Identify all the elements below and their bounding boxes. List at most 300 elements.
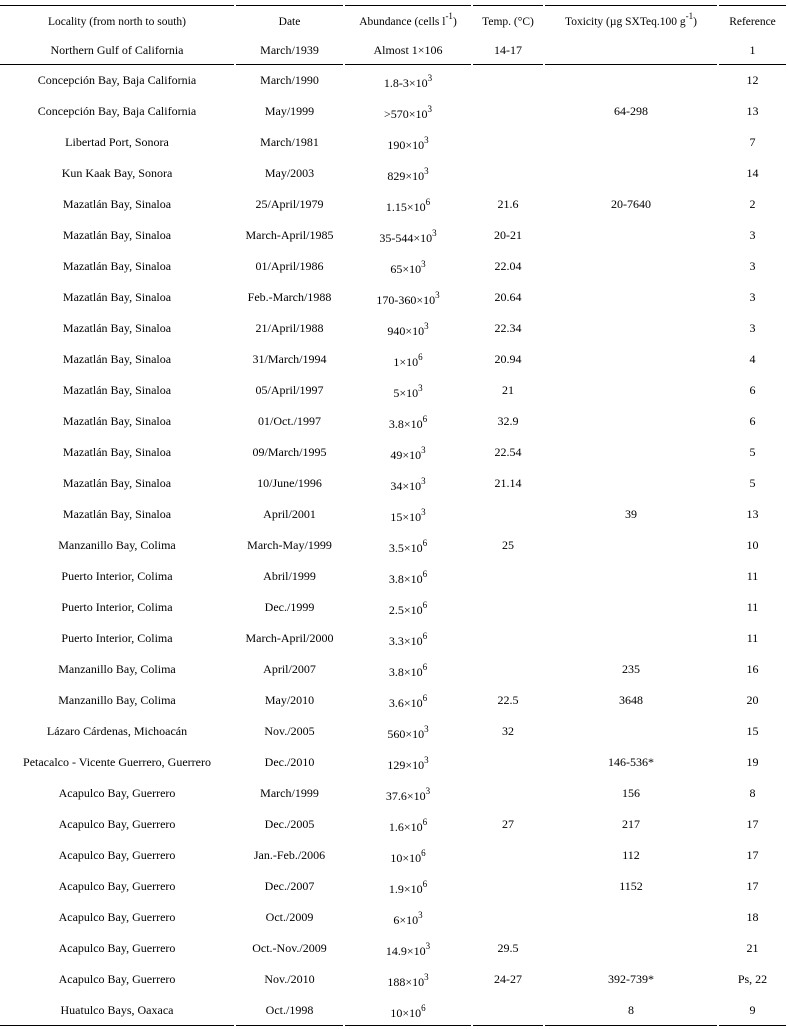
abundance-base: 3.8×10 — [388, 572, 423, 586]
cell-temp — [473, 624, 543, 652]
cell-locality: Mazatlán Bay, Sinaloa — [62, 445, 172, 459]
cell-date: Dec./2005 — [264, 817, 315, 831]
abundance-exponent: 6 — [422, 600, 428, 610]
abundance-base: 188×10 — [387, 975, 425, 989]
cell-temp: 20-21 — [494, 228, 522, 242]
cell-locality: Acapulco Bay, Guerrero — [58, 879, 176, 893]
cell-reference: 5 — [749, 476, 756, 490]
header-abundance — [345, 8, 471, 36]
cell-date: Oct.-Nov./2009 — [252, 941, 327, 955]
cell-toxicity: 39 — [625, 507, 637, 521]
cell-date: April/2007 — [263, 662, 316, 676]
cell-locality: Concepción Bay, Baja California — [37, 73, 197, 87]
cell-locality: Mazatlán Bay, Sinaloa — [62, 197, 172, 211]
cell-reference: 4 — [749, 352, 756, 366]
cell-temp — [473, 872, 543, 900]
cell-reference: 7 — [749, 135, 756, 149]
table-row — [0, 779, 788, 807]
cell-temp: 20.94 — [494, 352, 522, 366]
cell-locality: Lázaro Cárdenas, Michoacán — [46, 724, 188, 738]
table-row — [0, 469, 788, 497]
cell-date: Abril/1999 — [263, 569, 316, 583]
cell-abundance — [345, 810, 471, 838]
abundance-exponent: 6 — [421, 1003, 426, 1013]
cell-reference: 6 — [749, 414, 756, 428]
header-toxicity — [545, 8, 717, 36]
cell-temp — [473, 66, 543, 94]
table-row — [0, 36, 788, 64]
cell-locality: Huatulco Bays, Oaxaca — [60, 1003, 174, 1017]
abundance-base: 14.9×10 — [385, 944, 426, 958]
cell-abundance — [345, 252, 471, 280]
cell-toxicity — [545, 283, 717, 311]
table-row — [0, 221, 788, 249]
cell-abundance — [345, 407, 471, 435]
cell-reference: 6 — [749, 383, 756, 397]
cell-date: May/2010 — [264, 693, 315, 707]
cell-abundance — [345, 190, 471, 218]
table-rule — [473, 64, 543, 65]
cell-abundance — [345, 469, 471, 497]
abundance-exponent: 3 — [425, 786, 431, 796]
cell-date: Nov./2005 — [264, 724, 315, 738]
cell-temp: 22.5 — [497, 693, 519, 707]
table-rule — [545, 64, 717, 65]
abundance-base: 560×10 — [387, 727, 425, 741]
cell-temp — [473, 996, 543, 1024]
abundance-base: 129×10 — [387, 758, 425, 772]
abundance-exponent: 6 — [422, 631, 428, 641]
table-row — [0, 562, 788, 590]
cell-toxicity — [545, 221, 717, 249]
cell-abundance — [345, 376, 471, 404]
cell-locality: Puerto Interior, Colima — [61, 569, 173, 583]
cell-locality: Libertad Port, Sonora — [65, 135, 169, 149]
cell-date: Jan.-Feb./2006 — [253, 848, 326, 862]
cell-abundance — [345, 66, 471, 94]
cell-toxicity — [545, 717, 717, 745]
cell-reference: 1 — [749, 43, 756, 57]
cell-date: 05/April/1997 — [255, 383, 324, 397]
header-reference: Reference — [729, 16, 776, 28]
cell-toxicity — [545, 407, 717, 435]
abundance-base: 5×10 — [393, 386, 419, 400]
cell-locality: Acapulco Bay, Guerrero — [58, 848, 176, 862]
cell-temp — [473, 841, 543, 869]
abundance-exponent: 3 — [421, 445, 426, 455]
abundance-base: 15×10 — [390, 510, 422, 524]
abundance-exponent: 3 — [424, 972, 429, 982]
cell-toxicity: 392-739* — [608, 972, 654, 986]
table-row — [0, 438, 788, 466]
abundance-exponent: 3 — [432, 228, 437, 238]
table-row — [0, 686, 788, 714]
table-row — [0, 407, 788, 435]
abundance-base: 49×10 — [390, 448, 422, 462]
abundance-exponent: 3 — [421, 476, 426, 486]
cell-reference: 18 — [746, 910, 759, 924]
cell-temp: 21 — [502, 383, 514, 397]
cell-date: 25/April/1979 — [255, 197, 324, 211]
table-rule — [345, 64, 471, 65]
cell-temp: 24-27 — [494, 972, 522, 986]
cell-abundance — [345, 500, 471, 528]
cell-locality: Mazatlán Bay, Sinaloa — [62, 383, 172, 397]
header-toxicity-exp: -1 — [685, 11, 694, 21]
cell-toxicity — [545, 438, 717, 466]
cell-locality: Manzanillo Bay, Colima — [58, 662, 176, 676]
table-row — [0, 593, 788, 621]
cell-date: March-April/2000 — [245, 631, 334, 645]
cell-reference: 13 — [746, 507, 759, 521]
abundance-base: 1.9×10 — [388, 882, 423, 896]
table-row — [0, 810, 788, 838]
table-rule — [236, 64, 343, 65]
table-row — [0, 128, 788, 156]
cell-reference: 21 — [746, 941, 759, 955]
table-rule — [0, 1025, 234, 1026]
abundance-exponent: 3 — [427, 73, 433, 83]
table-row — [0, 66, 788, 94]
abundance-base: 1×10 — [393, 355, 419, 369]
cell-temp — [473, 593, 543, 621]
cell-reference: 10 — [746, 538, 759, 552]
table-row — [0, 159, 788, 187]
table-rule — [473, 1025, 543, 1026]
cell-date: Dec./1999 — [264, 600, 315, 614]
cell-reference: 11 — [746, 600, 759, 614]
abundance-exponent: 6 — [425, 197, 431, 207]
cell-date: March/1981 — [260, 135, 319, 149]
abundance-base: 2.5×10 — [388, 603, 423, 617]
header-date: Date — [278, 16, 301, 28]
cell-date: Oct./1998 — [265, 1003, 314, 1017]
cell-temp: 21.14 — [494, 476, 522, 490]
cell-abundance — [345, 686, 471, 714]
cell-toxicity: 8 — [628, 1003, 634, 1017]
cell-locality: Mazatlán Bay, Sinaloa — [62, 507, 172, 521]
cell-toxicity — [545, 345, 717, 373]
cell-abundance — [345, 996, 471, 1024]
cell-date: March-April/1985 — [245, 228, 334, 242]
abundance-base: 3.8×10 — [388, 665, 423, 679]
abundance-exponent: 3 — [424, 755, 429, 765]
cell-date: 31/March/1994 — [252, 352, 327, 366]
table-rule — [545, 5, 717, 6]
abundance-exponent: 3 — [425, 941, 431, 951]
cell-date: 01/April/1986 — [255, 259, 324, 273]
cell-locality: Acapulco Bay, Guerrero — [58, 786, 176, 800]
cell-date: 01/Oct./1997 — [258, 414, 321, 428]
cell-reference: 17 — [746, 879, 759, 893]
table-row — [0, 500, 788, 528]
cell-reference: 17 — [746, 848, 759, 862]
cell-reference: 13 — [746, 104, 759, 118]
table-rule — [473, 5, 543, 6]
cell-abundance — [345, 128, 471, 156]
cell-toxicity — [545, 376, 717, 404]
cell-toxicity: 3648 — [619, 693, 643, 707]
cell-reference: 14 — [746, 166, 759, 180]
cell-date: March/1939 — [260, 43, 319, 57]
abundance-exponent: 6 — [422, 879, 428, 889]
table-row — [0, 376, 788, 404]
cell-locality: Mazatlán Bay, Sinaloa — [62, 228, 172, 242]
table-row — [0, 314, 788, 342]
cell-abundance — [345, 841, 471, 869]
abundance-exponent: 3 — [424, 166, 429, 176]
abundance-base: 1.15×10 — [385, 200, 426, 214]
abundance-base: 65×10 — [390, 262, 422, 276]
cell-temp — [473, 128, 543, 156]
cell-date: May/2003 — [264, 166, 315, 180]
cell-temp — [473, 779, 543, 807]
cell-reference: 2 — [749, 197, 756, 211]
cell-reference: 3 — [749, 259, 756, 273]
table-row — [0, 97, 788, 125]
cell-reference: 17 — [746, 817, 759, 831]
cell-abundance — [345, 283, 471, 311]
table-rule — [0, 5, 234, 6]
cell-locality: Mazatlán Bay, Sinaloa — [62, 352, 172, 366]
cell-temp: 20.64 — [494, 290, 522, 304]
cell-temp: 22.54 — [494, 445, 522, 459]
cell-abundance — [345, 562, 471, 590]
table-rule — [0, 64, 234, 65]
cell-reference: 15 — [746, 724, 759, 738]
header-toxicity-close: ) — [693, 16, 697, 28]
table-row — [0, 655, 788, 683]
abundance-base: 190×10 — [387, 138, 425, 152]
cell-reference: 12 — [746, 73, 759, 87]
cell-temp: 22.34 — [494, 321, 522, 335]
abundance-base: 10×10 — [390, 851, 422, 865]
table-row — [0, 841, 788, 869]
cell-locality: Mazatlán Bay, Sinaloa — [62, 259, 172, 273]
abundance-exponent: 6 — [418, 352, 423, 362]
cell-abundance — [345, 593, 471, 621]
abundance-exponent: 6 — [422, 414, 428, 424]
table-row — [0, 345, 788, 373]
cell-locality: Acapulco Bay, Guerrero — [58, 972, 176, 986]
cell-temp — [473, 500, 543, 528]
cell-abundance — [345, 872, 471, 900]
cell-toxicity — [545, 624, 717, 652]
cell-temp: 25 — [502, 538, 514, 552]
abundance-exponent: 3 — [418, 910, 423, 920]
cell-abundance — [345, 655, 471, 683]
cell-locality: Acapulco Bay, Guerrero — [58, 817, 176, 831]
abundance-base: 3.3×10 — [388, 634, 423, 648]
cell-abundance — [345, 717, 471, 745]
cell-reference: 11 — [746, 569, 759, 583]
abundance-exponent: 3 — [424, 321, 429, 331]
cell-reference: 3 — [749, 290, 756, 304]
cell-toxicity: 20-7640 — [611, 197, 651, 211]
abundance-exponent: 3 — [427, 104, 433, 114]
cell-toxicity: 112 — [622, 848, 640, 862]
cell-toxicity — [545, 934, 717, 962]
abundance-base: 3.6×10 — [388, 696, 423, 710]
abundance-exponent: 3 — [418, 383, 423, 393]
cell-date: Nov./2010 — [264, 972, 315, 986]
cell-abundance — [345, 97, 471, 125]
abundance-exponent: 3 — [424, 135, 429, 145]
cell-locality: Concepción Bay, Baja California — [37, 104, 197, 118]
table-row — [0, 965, 788, 993]
table-row — [0, 748, 788, 776]
cell-toxicity — [545, 128, 717, 156]
cell-locality: Petacalco - Vicente Guerrero, Guerrero — [23, 755, 211, 769]
cell-abundance — [345, 624, 471, 652]
cell-temp — [473, 97, 543, 125]
cell-toxicity: 156 — [622, 786, 640, 800]
cell-temp: 22.04 — [494, 259, 522, 273]
cell-reference: 16 — [746, 662, 759, 676]
table-row — [0, 190, 788, 218]
table-row — [0, 283, 788, 311]
cell-reference: 5 — [749, 445, 756, 459]
cell-temp: 29.5 — [497, 941, 519, 955]
cell-abundance — [345, 748, 471, 776]
cell-reference: 8 — [749, 786, 756, 800]
abundance-exponent: 3 — [424, 724, 429, 734]
abundance-exponent: 6 — [422, 693, 428, 703]
cell-temp: 21.6 — [497, 197, 519, 211]
abundance-exponent: 6 — [422, 662, 428, 672]
table-row — [0, 903, 788, 931]
cell-locality: Mazatlán Bay, Sinaloa — [62, 290, 172, 304]
abundance-base: 3.8×10 — [388, 417, 423, 431]
abundance-exponent: 6 — [422, 569, 428, 579]
abundance-base: 34×10 — [390, 479, 422, 493]
cell-abundance — [345, 438, 471, 466]
table-rule — [345, 5, 471, 6]
table-rule — [719, 64, 786, 65]
cell-locality: Manzanillo Bay, Colima — [58, 693, 176, 707]
abundance-base: 829×10 — [387, 169, 425, 183]
table-rule — [345, 1025, 471, 1026]
cell-date: March-May/1999 — [247, 538, 332, 552]
cell-date: 10/June/1996 — [257, 476, 322, 490]
abundance-base: 1.8-3×10 — [383, 76, 428, 90]
cell-toxicity — [545, 314, 717, 342]
cell-toxicity — [545, 562, 717, 590]
cell-temp — [473, 748, 543, 776]
cell-date: Feb.-March/1988 — [247, 290, 332, 304]
cell-locality: Manzanillo Bay, Colima — [58, 538, 176, 552]
cell-date: April/2001 — [263, 507, 316, 521]
abundance-base: 3.5×10 — [388, 541, 423, 555]
abundance-base: 1.6×10 — [388, 820, 423, 834]
cell-abundance — [345, 345, 471, 373]
cell-toxicity: 217 — [622, 817, 640, 831]
header-temp: Temp. (°C) — [482, 16, 534, 28]
table-rule — [545, 1025, 717, 1026]
abundance-base: 940×10 — [387, 324, 425, 338]
cell-reference: 3 — [749, 321, 756, 335]
cell-temp: 14-17 — [494, 43, 522, 57]
cell-date: 09/March/1995 — [252, 445, 327, 459]
cell-reference: 20 — [746, 693, 759, 707]
header-abundance-text: Abundance (cells l — [359, 16, 446, 28]
header-abundance-exp: -1 — [445, 11, 453, 21]
abundance-base: 170-360×10 — [376, 293, 436, 307]
abundance-exponent: 3 — [421, 259, 426, 269]
cell-abundance — [345, 779, 471, 807]
table-rule — [719, 5, 786, 6]
header-abundance-close: ) — [452, 16, 457, 28]
cell-toxicity — [545, 531, 717, 559]
cell-date: 21/April/1988 — [255, 321, 324, 335]
cell-locality: Mazatlán Bay, Sinaloa — [62, 414, 172, 428]
table-row — [0, 531, 788, 559]
cell-toxicity: 64-298 — [614, 104, 648, 118]
table-rule — [236, 5, 343, 6]
abundance-base: 6×10 — [393, 913, 419, 927]
table-row — [0, 872, 788, 900]
cell-temp: 32.9 — [497, 414, 519, 428]
cell-locality: Mazatlán Bay, Sinaloa — [62, 476, 172, 490]
table-rule — [236, 1025, 343, 1026]
cell-toxicity — [545, 36, 717, 64]
cell-locality: Kun Kaak Bay, Sonora — [61, 166, 173, 180]
cell-locality: Puerto Interior, Colima — [61, 631, 173, 645]
cell-reference: 3 — [749, 228, 756, 242]
cell-locality: Mazatlán Bay, Sinaloa — [62, 321, 172, 335]
abundance-base: 37.6×10 — [385, 789, 426, 803]
cell-toxicity — [545, 252, 717, 280]
cell-toxicity — [545, 469, 717, 497]
table-rule — [719, 1025, 786, 1026]
cell-date: Dec./2010 — [264, 755, 315, 769]
cell-temp — [473, 903, 543, 931]
abundance-exponent: 3 — [435, 290, 440, 300]
cell-date: March/1990 — [260, 73, 319, 87]
abundance-base: 35-544×10 — [379, 231, 433, 245]
cell-temp: 27 — [502, 817, 514, 831]
cell-reference: 11 — [746, 631, 759, 645]
cell-temp: 32 — [502, 724, 514, 738]
header-toxicity-text: Toxicity (µg SXTeq.100 g — [565, 16, 686, 28]
table-row — [0, 717, 788, 745]
cell-abundance — [345, 903, 471, 931]
cell-reference: 9 — [749, 1003, 756, 1017]
cell-abundance — [345, 221, 471, 249]
cell-toxicity — [545, 159, 717, 187]
cell-locality: Acapulco Bay, Guerrero — [58, 910, 176, 924]
cell-toxicity: 146-536* — [608, 755, 654, 769]
abundance-base: >570×10 — [383, 107, 428, 121]
table-row — [0, 624, 788, 652]
cell-date: Oct./2009 — [265, 910, 314, 924]
table-row — [0, 934, 788, 962]
abundance-exponent: 6 — [422, 538, 428, 548]
abundance-exponent: 6 — [421, 848, 426, 858]
cell-reference: Ps, 22 — [737, 972, 768, 986]
table-row — [0, 252, 788, 280]
cell-abundance — [345, 531, 471, 559]
cell-temp — [473, 159, 543, 187]
header-locality: Locality (from north to south) — [48, 16, 186, 28]
cell-date: March/1999 — [260, 786, 319, 800]
cell-abundance — [345, 314, 471, 342]
abundance-base: 10×10 — [390, 1006, 422, 1020]
cell-toxicity — [545, 593, 717, 621]
cell-date: May/1999 — [264, 104, 315, 118]
abundance-exponent: 3 — [421, 507, 426, 517]
abundance-exponent: 6 — [422, 817, 428, 827]
